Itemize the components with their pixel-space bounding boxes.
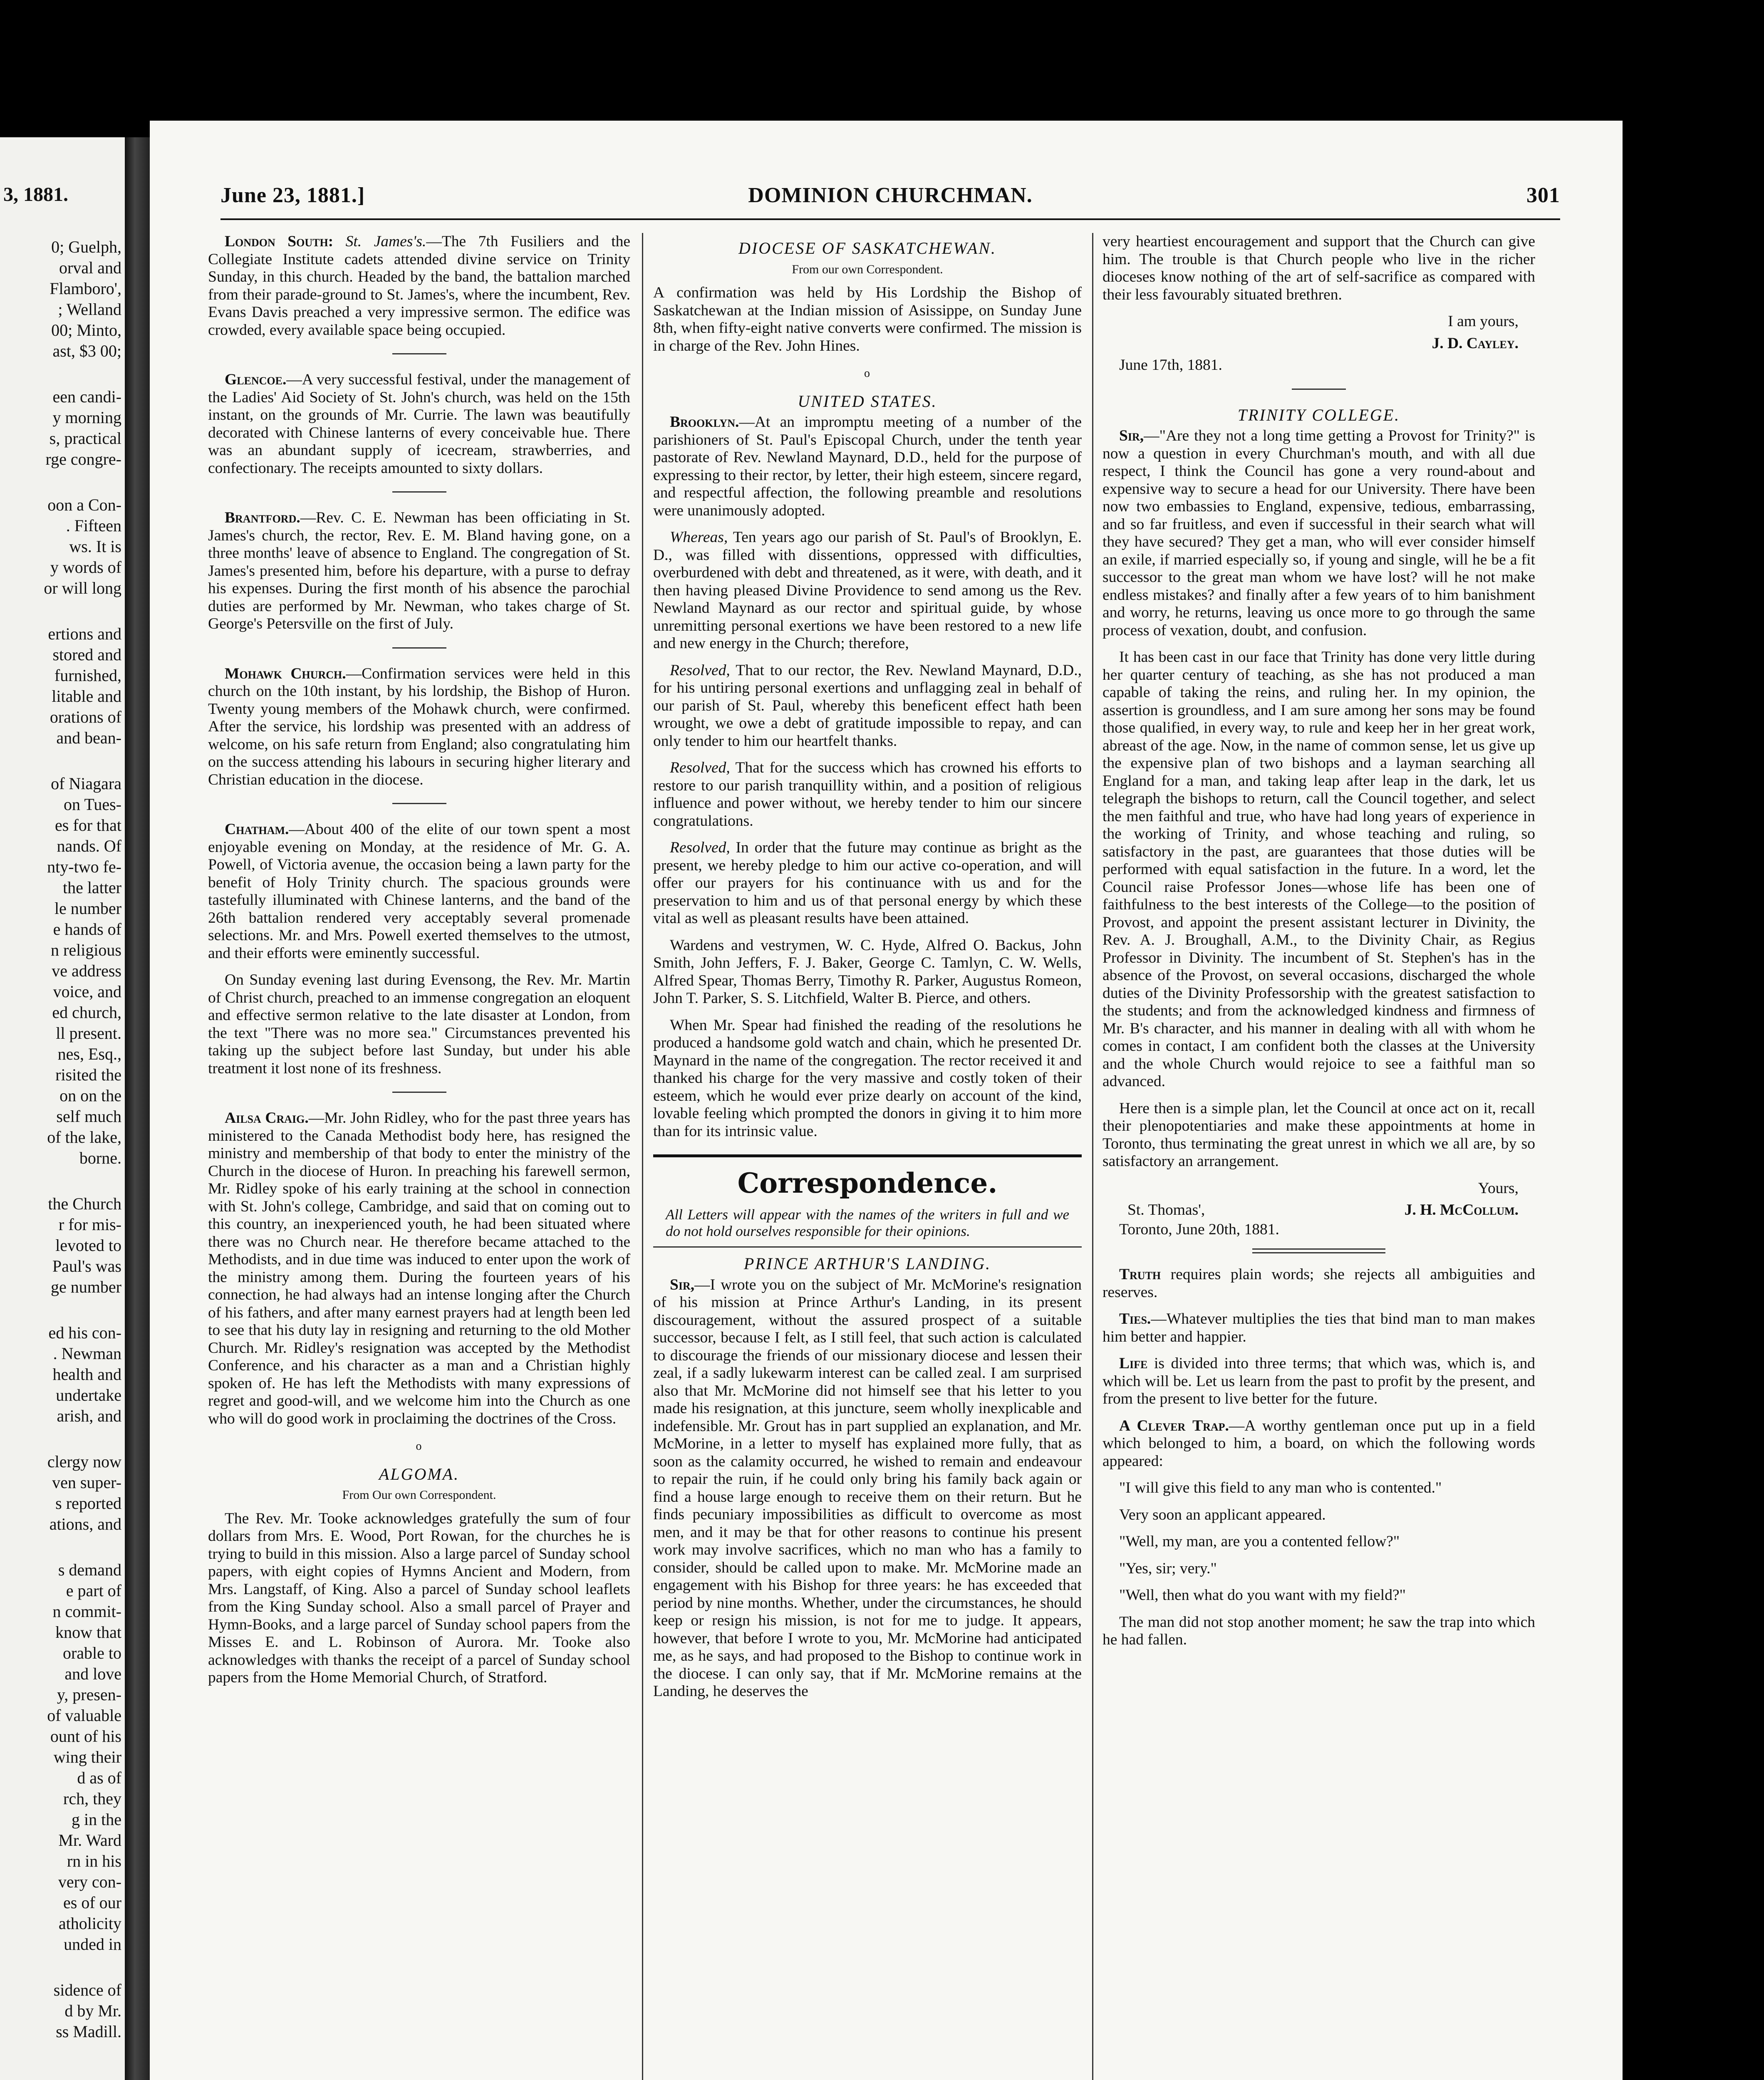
left-page-line: es of our: [63, 1893, 121, 1912]
rule: [653, 1246, 1082, 1248]
heading-algoma: ALGOMA.: [379, 1464, 460, 1483]
maxim-truth: Truth requires plain words; she rejects all ambiguities and reserves.: [1102, 1266, 1535, 1301]
left-page-line: Mr. Ward: [58, 1831, 121, 1850]
left-page-line: . Newman: [53, 1344, 121, 1363]
left-page-line: the Church: [48, 1194, 121, 1213]
left-page-line: le number: [54, 899, 121, 918]
page-header: [220, 183, 1560, 212]
left-page-line: arish, and: [57, 1406, 121, 1425]
left-page-line: ast, $3 00;: [52, 342, 121, 360]
left-page-line: d as of: [77, 1768, 121, 1787]
separator: [392, 647, 446, 649]
left-page-line: ve address: [52, 961, 121, 980]
left-page-line: stored and: [52, 645, 121, 664]
left-page-line: y words of: [50, 558, 121, 577]
letter-signer: J. H. McCollum.: [1404, 1201, 1519, 1218]
rule: [1252, 1252, 1385, 1253]
signature-place: St. Thomas',: [1127, 1201, 1205, 1218]
heading-trinity-college: TRINITY COLLEGE.: [1237, 405, 1400, 424]
article-brantford: Brantford.—Rev. C. E. Newman has been officiating in St. James's church, the rector, Rev. E. M. Bland having gone, on a three months' leave of absence to England. The congregation of St. James's presented him, before his departure, with a purse to defray his expenses. During the first month of his absence the parochial duties are performed by Mr. Newman, who takes charge of St. George's Petersville on the first of July.: [208, 509, 630, 632]
maxim-life: Life is divided into three terms; that which was, which is, and which will be. Let us learn from the past to profit by the present, and from the present to live better for the future.: [1102, 1355, 1535, 1407]
left-page-line: ll present.: [56, 1024, 121, 1042]
left-page-line: s demand: [58, 1560, 121, 1579]
left-page-line: on on the: [59, 1086, 121, 1105]
left-page-line: oon a Con-: [47, 495, 121, 514]
letter-closing: I am yours,: [1448, 313, 1519, 330]
left-page-date: 3, 1881.: [3, 183, 68, 206]
left-page-line: rge congre-: [45, 450, 121, 468]
left-page-line: levoted to: [55, 1236, 121, 1255]
header-rule: [220, 218, 1560, 220]
left-page-line: n religious: [51, 941, 121, 959]
left-page-line: . Fifteen: [66, 516, 121, 535]
letter-signature-line: [1127, 1201, 1519, 1219]
left-page-line: ations, and: [49, 1515, 121, 1533]
left-page-line: ven super-: [52, 1473, 121, 1492]
left-page-line: 0; Guelph,: [51, 238, 121, 256]
anecdote-quote: "Well, then what do you want with my field?": [1119, 1587, 1406, 1604]
left-page-line: the latter: [62, 878, 121, 897]
left-page-line: of valuable: [47, 1706, 121, 1725]
article-london-south: London South: St. James's.—The 7th Fusiliers and the Collegiate Institute cadets attended divine service on Trinity Sunday, in this church. Headed by the band, the battalion marched from their parade-ground to St. James's, where the incumbent, Rev. Evans Davis preached a very impressive sermon. The edifice was crowded, every available space being occupied.: [208, 233, 630, 339]
resolution-3: Resolved, In order that the future may continue as bright as the present, we hereby pledge to him our active co-operation, and will offer our prayers for his continuance with us and for the preservation to him and us of that personal energy by which these vital as well as pleasant results have been attained.: [653, 839, 1082, 927]
left-page-line: orval and: [59, 258, 121, 277]
letter-prince-arthur: Sir,—I wrote you on the subject of Mr. McMorine's resignation of his mission at Prince Arthur's Landing, in its present discouragement, without the assured prospect of a suitable successor, because I felt, as I still feel, that such action is calculated to discourage the friends of our missionary diocese and lessen their zeal, if a sadly lukewarm interest can be called zeal. I am surprised also that Mr. McMorine did not himself see that his letter to you made his resignation, at this juncture, seem wholly inexplicable and indefensible. Mr. Grout has in part supplied an explanation, and Mr. McMorine, in a letter to myself has explained more fully, that as soon as the calamity occurred, he wished to remain and endeavour to repair the ruin, if he could only bring his family back again or find a house large enough to receive them on their return. But he finds pecuniary impossibilities as difficult to overcome as most men, and it may be that for other reasons to continue his present work may involve sacrifices, which no man who has a family to consider, should be called upon to make. Mr. McMorine made an engagement with his Bishop for three years: he has exceeded that period by nine months. Whether, under the circumstances, he should keep or resign his mission, is not for me to judge. It appears, however, that before I wrote to you, Mr. McMorine had anticipated me, as he says, and had proposed to the Bishop to continue work in the diocese. I can only say, that if Mr. McMorine remains at the Landing, he deserves the: [653, 1276, 1082, 1700]
left-page-line: d by Mr.: [64, 2001, 121, 2020]
letter-trinity-p1: Sir,—"Are they not a long time getting a Provost for Trinity?" is now a question in every Churchman's mouth, and with all due respect, I think the Council has gone a very round-about and expensive way to secure a head for our University. There have been now two embassies to England, expensive, tedious, embarrassing, and so far fruitless, and even if successful in their search what will they have secured? They get a man, who will ever consider himself an exile, if married especially so, if young and single, will he be a fit successor to the great man whom we have lost? will he not make endless mistakes? and finally after a few years of to him banishment and worry, he returns, leaving us once more to go through the same process of vexation, doubt, and confusion.: [1102, 427, 1535, 639]
left-page-line: e part of: [66, 1581, 121, 1600]
letter-closing: Yours,: [1478, 1179, 1519, 1197]
letter-date: Toronto, June 20th, 1881.: [1119, 1221, 1279, 1238]
left-page-line: litable and: [52, 687, 121, 706]
heading-saskatchewan: DIOCESE OF SASKATCHEWAN.: [738, 239, 996, 258]
left-page-line: undertake: [56, 1386, 121, 1404]
newspaper-title: DOMINION CHURCHMAN.: [748, 183, 1033, 207]
left-page-line: clergy now: [47, 1452, 121, 1471]
left-page-line: and love: [64, 1664, 121, 1683]
left-page-line: ed his con-: [48, 1323, 121, 1342]
maxim-ties: Ties.—Whatever multiplies the ties that bind man to man makes him better and happier.: [1102, 1310, 1535, 1345]
article-algoma: The Rev. Mr. Tooke acknowledges gratefully the sum of four dollars from Mrs. E. Wood, Port Rowan, for the churches he is trying to build in this mission. Also a large parcel of Sunday school papers, with eight copies of Hymns Ancient and Modern, from Mrs. Langstaff, of King. Also a parcel of Sunday school leaflets from the King Sunday school. Also a small parcel of Prayer and Hymn-Books, and a large parcel of Sunday school papers from the Misses E. and L. Robinson of Aurora. Mr. Tooke also acknowledges with thanks the receipt of a parcel of Sunday school papers from the Home Memorial Church, of Stratford.: [208, 1510, 630, 1686]
left-page-line: nands. Of: [57, 837, 121, 855]
separator: [392, 1092, 446, 1093]
left-page-line: unded in: [64, 1935, 121, 1954]
left-page-line: very con-: [58, 1872, 121, 1891]
column-divider: [1092, 233, 1093, 2080]
article-glencoe: Glencoe.—A very successful festival, under the management of the Ladies' Aid Society of St. John's church, was held on the 15th instant, on the grounds of Mr. Currie. The lawn was beautifully decorated with Chinese lanterns of every conceivable hue. There was an abundant supply of icecream, strawberries, and confectionary. The receipts amounted to sixty dollars.: [208, 371, 630, 477]
heading-united-states: UNITED STATES.: [798, 391, 937, 411]
left-page-line: orable to: [62, 1644, 121, 1662]
left-page-line: y morning: [52, 408, 121, 427]
article-saskatchewan: A confirmation was held by His Lordship the Bishop of Saskatchewan at the Indian mission of Asissippe, on Sunday June 8th, when fifty-eight native converts were confirmed. The mission is in charge of the Rev. John Hines.: [653, 284, 1082, 354]
resolution-1: Resolved, That to our rector, the Rev. Newland Maynard, D.D., for his untiring personal exertions and unflagging zeal in behalf of our parish of St. Paul, whereby this beneficent effect hath been wrought, we owe a debt of gratitude impossible to repay, and can only tender to him our heartfelt thanks.: [653, 661, 1082, 750]
column-divider: [642, 233, 643, 2080]
left-page-line: r for mis-: [58, 1215, 121, 1234]
left-page-line: ge number: [51, 1278, 121, 1296]
correspondence-note: All Letters will appear with the names of the writers in full and we do not hold ourselves responsible for their opinions.: [666, 1206, 1069, 1239]
left-page-line: rn in his: [67, 1852, 121, 1870]
left-page-line: Flamboro',: [50, 279, 121, 298]
letter-signer: J. D. Cayley.: [1432, 334, 1519, 352]
left-page-line: ; Welland: [58, 300, 121, 319]
left-page-line: sidence of: [53, 1981, 121, 1999]
left-page-line: es for that: [55, 816, 121, 834]
left-page-line: y, presen-: [57, 1685, 121, 1704]
anecdote-quote: "Yes, sir; very.": [1119, 1560, 1217, 1577]
wardens-list: Wardens and vestrymen, W. C. Hyde, Alfred O. Backus, John Smith, John Jeffers, F. J. Baker, George C. Tamlyn, C. W. Wells, Alfred Spear, Thomas Berry, Timothy R. Parker, Augustus Romeon, John T. Parker, S. S. Litchfield, Walter B. Pierce, and others.: [653, 936, 1082, 1007]
left-page-line: risited the: [55, 1065, 121, 1084]
left-page-line: of Niagara: [51, 774, 121, 793]
left-page-line: nty-two fe-: [47, 857, 121, 876]
left-page-line: borne.: [79, 1149, 121, 1167]
left-page-line: atholicity: [58, 1914, 121, 1933]
left-page-line: ss Madill.: [56, 2022, 121, 2041]
letter-trinity-p2: It has been cast in our face that Trinity has done very little during her quarter century of teaching, as she has not produced a man capable of taking the reins, and ruling her. In my opinion, the assertion is groundless, and I am sure among her sons may be found those qualified, in every way, to rule and keep her in her great work, abreast of the age. Now, in the name of common sense, let us give up the expensive plan of two bishops and a layman searching all England for a man, and taking leap after leap in the dark, let us telegraph the bishops to return, call the Council together, and select the men faithful and true, who have had long years of experience in the working of Trinity, and whose teaching and ruling, so satisfactory in the past, are guarantees that those duties will be performed with equal satisfaction in the future. In a word, let the Council raise Professor Jones—whose life has been one of faithfulness to the best interests of the College—to the position of Provost, and appoint the present assistant lecturer in Divinity, the Rev. A. J. Broughall, A.M., to the Divinity Chair, as Regius Professor in Divinity. The incumbent of St. Stephen's has in the absence of the Provost, on several occasions, discharged the whole duties of the Divinity Professorship with the greatest satisfaction to the students; and from the acknowledged kindness and firmness of Mr. B's character, and his manner in dealing with all with whom he comes in contact, I am confident both the classes at the University and the whole Church would rejoice to see a faithful man so advanced.: [1102, 649, 1535, 1090]
anecdote-quote: "Well, my man, are you a contented fellow?": [1119, 1533, 1400, 1550]
separator: [392, 803, 446, 804]
article-mohawk: Mohawk Church.—Confirmation services were held in this church on the 10th instant, by his lordship, the Bishop of Huron. Twenty young members of the Mohawk church, were confirmed. After the service, his lordship was presented with an address of welcome, on his safe return from England; also congratulating him on the success attending his labours in securing higher literary and Christian education in the diocese.: [208, 665, 630, 788]
article-chatham: Chatham.—About 400 of the elite of our town spent a most enjoyable evening on Monday, at the residence of Mr. G. A. Powell, of Victoria avenue, the occasion being a lawn party for the benefit of Holy Trinity church. The spacious grounds were tastefully illuminated with Chinese lanterns, and the band of the 26th battalion rendered very acceptably several promenade selections. Mr. and Mrs. Powell exerted themselves to the utmost, and their efforts were eminently successful.: [208, 821, 630, 962]
article-chatham-2: On Sunday evening last during Evensong, the Rev. Mr. Martin of Christ church, preached to an immense congregation an eloquent and effective sermon relative to the late disaster at London, from the text "There was no more sea." Circumstances prevented his taking up the subject before last Sunday, but under his able treatment it lost none of its freshness.: [208, 971, 630, 1077]
letter-trinity-p3: Here then is a simple plan, let the Council at once act on it, recall their plenopotentiaries and make these appointments at home in Toronto, thus terminating the great unrest in which we all are, by so satisfactory an arrangement.: [1102, 1099, 1535, 1170]
anecdote-line: Very soon an applicant appeared.: [1119, 1506, 1326, 1523]
whereas-paragraph: Whereas, Ten years ago our parish of St. Paul's of Brooklyn, E. D., was filled with dissentions, oppressed with difficulties, overburdened with debt and threatened, as it were, with death, and it then having pleased Divine Providence to send among us the Rev. Newland Maynard as our rector and spiritual guide, by whose unremitting personal exertions we have been restored to a new life and new energy in the Church; therefore,: [653, 529, 1082, 652]
left-page-line: self much: [56, 1107, 121, 1126]
left-page-line: furnished,: [54, 666, 121, 685]
left-page-line: wing their: [53, 1748, 121, 1766]
left-page-line: on Tues-: [64, 795, 121, 814]
article-spear: When Mr. Spear had finished the reading of the resolutions he produced a handsome gold watch and chain, which he presented Dr. Maynard in the name of the congregation. The rector received it and thanked his charge for the very massive and costly token of their esteem, which he would ever prize dearly on account of the kind, lovable feeling which prompted the donors in giving it to him more than for its intrinsic value.: [653, 1016, 1082, 1140]
correspondence-title: Correspondence.: [737, 1167, 998, 1199]
section-rule: [653, 1154, 1082, 1157]
separator: [392, 353, 446, 354]
left-page-line: s, practical: [49, 429, 121, 448]
left-page-line: ount of his: [50, 1727, 121, 1746]
ornament-separator: o: [864, 367, 871, 380]
left-page-line: een candi-: [52, 387, 121, 406]
left-page-line: g in the: [72, 1810, 121, 1829]
book-gutter: [125, 137, 150, 2080]
separator: [1292, 389, 1346, 390]
anecdote-quote: "I will give this field to any man who is contented.": [1119, 1479, 1442, 1496]
page-number: 301: [1526, 183, 1560, 207]
left-page-line: voice, and: [53, 982, 121, 1001]
left-page-line: or will long: [44, 579, 121, 597]
article-brooklyn: Brooklyn.—At an impromptu meeting of a number of the parishioners of St. Paul's Episcopal Church, under the tenth year pastorate of Rev. Newland Maynard, D.D., held for the purpose of expressing to their rector, by letter, their high esteem, sincere regard, and respectful affection, the following preamble and resolutions were unanimously adopted.: [653, 414, 1082, 519]
left-page-line: nes, Esq.,: [57, 1045, 121, 1063]
left-page-line: s reported: [55, 1494, 121, 1513]
left-page-line: know that: [55, 1623, 121, 1642]
heading-prince-arthur: PRINCE ARTHUR'S LANDING.: [743, 1254, 991, 1273]
column-3: [1102, 233, 1535, 2080]
article-ailsa-craig: Ailsa Craig.—Mr. John Ridley, who for the past three years has ministered to the Canada Methodist body here, has resigned the ministry and membership of that body to enter the ministry of the Church in the diocese of Huron. In preaching his farewell sermon, Mr. Ridley spoke of his early training at the school in connection with St. John's college, Cambridge, and said that on coming out to this country, an inexperienced youth, he had been situated where there was no Church near. He therefore became attached to the Methodists, and in due time was induced to enter upon the work of the ministry among them. During the fourteen years of his connection, he had always had an intense longing after the Church of his fathers, and after many earnest prayers had at length been led to see that his duty lay in resigning and returning to the old Mother Church. Mr. Ridley's resignation was accepted by the Methodist Conference, and his character as a man and a Christian highly spoken of. He has left the Methodists with many expressions of regret and good-will, and we welcome him into the Church as one who will do good work in proclaiming the doctrines of the Cross.: [208, 1109, 630, 1427]
subheading-correspondent: From our own Correspondent.: [792, 262, 943, 276]
column-2: [653, 233, 1082, 2080]
left-page-line: 00; Minto,: [51, 321, 121, 339]
resolution-2: Resolved, That for the success which has crowned his efforts to restore to our parish tranquillity within, and a position of religious influence and power without, we hereby tender to him our sincere congratulations.: [653, 759, 1082, 830]
left-page-line: Paul's was: [52, 1257, 121, 1275]
left-page-line: ertions and: [48, 624, 121, 643]
subheading-correspondent: From Our own Correspondent.: [342, 1488, 496, 1502]
left-page-edge: [0, 137, 125, 2080]
left-page-line: ws. It is: [69, 537, 121, 556]
left-page-line: orations of: [50, 708, 121, 726]
header-date: June 23, 1881.]: [220, 183, 365, 207]
letter-continuation: very heartiest encouragement and support that the Church can give him. The trouble is that Church people who live in the richer dioceses know nothing of the art of self-sacrifice as compared with their less favourably situated brethren.: [1102, 233, 1535, 303]
left-page-line: of the lake,: [47, 1128, 121, 1146]
ornament-separator: o: [416, 1440, 423, 1453]
left-page-line: e hands of: [53, 920, 121, 938]
letter-date: June 17th, 1881.: [1119, 357, 1222, 374]
left-page-line: and bean-: [56, 728, 121, 747]
anecdote-ending: The man did not stop another moment; he saw the trap into which he had fallen.: [1102, 1613, 1535, 1648]
separator: [392, 491, 446, 493]
newspaper-page: [150, 121, 1623, 2080]
rule: [1252, 1248, 1385, 1250]
column-1: [208, 233, 630, 2080]
anecdote-clever-trap: A Clever Trap.—A worthy gentleman once put up in a field which belonged to him, a board, on which the following words appeared:: [1102, 1417, 1535, 1470]
left-page-line: health and: [52, 1365, 121, 1384]
left-page-line: ed church,: [52, 1003, 121, 1022]
left-page-line: rch, they: [63, 1789, 121, 1808]
left-page-line: n commit-: [52, 1602, 121, 1621]
